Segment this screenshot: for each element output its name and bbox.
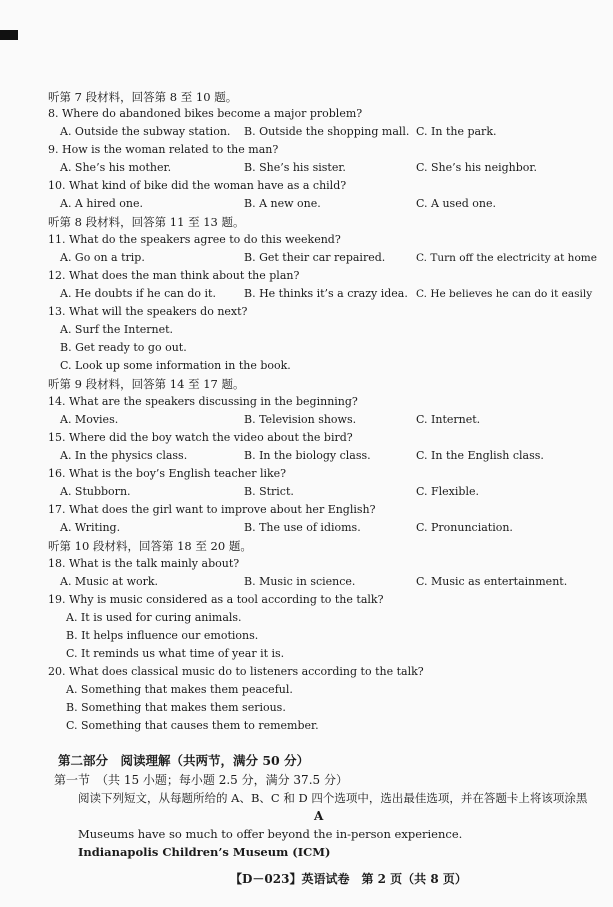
question-12-option-c: C. He believes he can do it easily bbox=[416, 288, 593, 300]
question-8-stem: 8. Where do abandoned bikes become a major problem? bbox=[48, 107, 363, 120]
question-20-option-b: B. Something that makes them serious. bbox=[66, 701, 286, 714]
question-16-option-a: A. Stubborn. bbox=[60, 485, 131, 498]
question-13-option-a: A. Surf the Internet. bbox=[60, 323, 174, 336]
section-heading-7: 听第 7 段材料，回答第 8 至 10 题。 bbox=[48, 90, 238, 104]
question-14-option-b: B. Television shows. bbox=[244, 413, 357, 426]
question-15-option-c: C. In the English class. bbox=[416, 449, 544, 462]
question-17-option-a: A. Writing. bbox=[60, 521, 121, 534]
question-19-option-c: C. It reminds us what time of year it is. bbox=[66, 647, 285, 660]
question-9-option-b: B. She’s his sister. bbox=[244, 161, 346, 174]
page-footer: 【D－023】英语试卷 第 2 页（共 8 页） bbox=[230, 872, 467, 886]
question-20-stem: 20. What does classical music do to listeners according to the talk? bbox=[48, 665, 424, 678]
question-12-stem: 12. What does the man think about the plan? bbox=[48, 269, 300, 282]
question-17-option-b: B. The use of idioms. bbox=[244, 521, 361, 534]
question-10-option-c: C. A used one. bbox=[416, 197, 496, 210]
section-heading-9: 听第 9 段材料，回答第 14 至 17 题。 bbox=[48, 377, 245, 391]
question-11-option-b: B. Get their car repaired. bbox=[244, 251, 386, 264]
question-13-stem: 13. What will the speakers do next? bbox=[48, 305, 248, 318]
question-11-option-c: C. Turn off the electricity at home bbox=[416, 252, 597, 264]
question-11-stem: 11. What do the speakers agree to do this weekend? bbox=[48, 233, 341, 246]
question-19-option-a: A. It is used for curing animals. bbox=[66, 611, 242, 624]
part2-section1-heading: 第一节 （共 15 小题；每小题 2.5 分，满分 37.5 分） bbox=[54, 773, 348, 787]
question-15-stem: 15. Where did the boy watch the video about the bird? bbox=[48, 431, 353, 444]
section-heading-10: 听第 10 段材料，回答第 18 至 20 题。 bbox=[48, 539, 252, 553]
question-12-option-b: B. He thinks it’s a crazy idea. bbox=[244, 287, 408, 300]
question-17-stem: 17. What does the girl want to improve about her English? bbox=[48, 503, 376, 516]
question-19-option-b: B. It helps influence our emotions. bbox=[66, 629, 259, 642]
question-9-stem: 9. How is the woman related to the man? bbox=[48, 143, 279, 156]
passage-intro: Museums have so much to offer beyond the in-person experience. bbox=[78, 827, 463, 841]
question-17-option-c: C. Pronunciation. bbox=[416, 521, 513, 534]
question-18-option-c: C. Music as entertainment. bbox=[416, 575, 568, 588]
passage-letter: A bbox=[314, 809, 324, 823]
section-heading-8: 听第 8 段材料，回答第 11 至 13 题。 bbox=[48, 215, 245, 229]
question-16-stem: 16. What is the boy’s English teacher like? bbox=[48, 467, 287, 480]
question-10-option-b: B. A new one. bbox=[244, 197, 321, 210]
question-19-stem: 19. Why is music considered as a tool according to the talk? bbox=[48, 593, 384, 606]
question-18-stem: 18. What is the talk mainly about? bbox=[48, 557, 240, 570]
question-12-option-a: A. He doubts if he can do it. bbox=[60, 287, 216, 300]
question-14-stem: 14. What are the speakers discussing in the beginning? bbox=[48, 395, 358, 408]
question-10-stem: 10. What kind of bike did the woman have as a child? bbox=[48, 179, 347, 192]
passage-title: Indianapolis Children’s Museum (ICM) bbox=[78, 845, 331, 859]
question-20-option-a: A. Something that makes them peaceful. bbox=[66, 683, 293, 696]
question-20-option-c: C. Something that causes them to remember. bbox=[66, 719, 319, 732]
question-8-option-a: A. Outside the subway station. bbox=[60, 125, 231, 138]
part2-heading: 第二部分 阅读理解（共两节，满分 50 分） bbox=[58, 753, 310, 768]
question-13-option-c: C. Look up some information in the book. bbox=[60, 359, 291, 372]
question-13-option-b: B. Get ready to go out. bbox=[60, 341, 187, 354]
question-14-option-a: A. Movies. bbox=[60, 413, 119, 426]
question-15-option-a: A. In the physics class. bbox=[60, 449, 188, 462]
question-14-option-c: C. Internet. bbox=[416, 413, 481, 426]
question-9-option-c: C. She’s his neighbor. bbox=[416, 161, 537, 174]
question-8-option-b: B. Outside the shopping mall. bbox=[244, 125, 410, 138]
question-11-option-a: A. Go on a trip. bbox=[60, 251, 145, 264]
question-16-option-c: C. Flexible. bbox=[416, 485, 479, 498]
question-15-option-b: B. In the biology class. bbox=[244, 449, 371, 462]
question-18-option-b: B. Music in science. bbox=[244, 575, 356, 588]
question-9-option-a: A. She’s his mother. bbox=[60, 161, 172, 174]
question-18-option-a: A. Music at work. bbox=[60, 575, 159, 588]
question-10-option-a: A. A hired one. bbox=[60, 197, 143, 210]
question-16-option-b: B. Strict. bbox=[244, 485, 294, 498]
part2-instruction: 阅读下列短文，从每题所给的 A、B、C 和 D 四个选项中，选出最佳选项，并在答题卡上将该项涂黑 bbox=[78, 791, 588, 805]
question-8-option-c: C. In the park. bbox=[416, 125, 497, 138]
